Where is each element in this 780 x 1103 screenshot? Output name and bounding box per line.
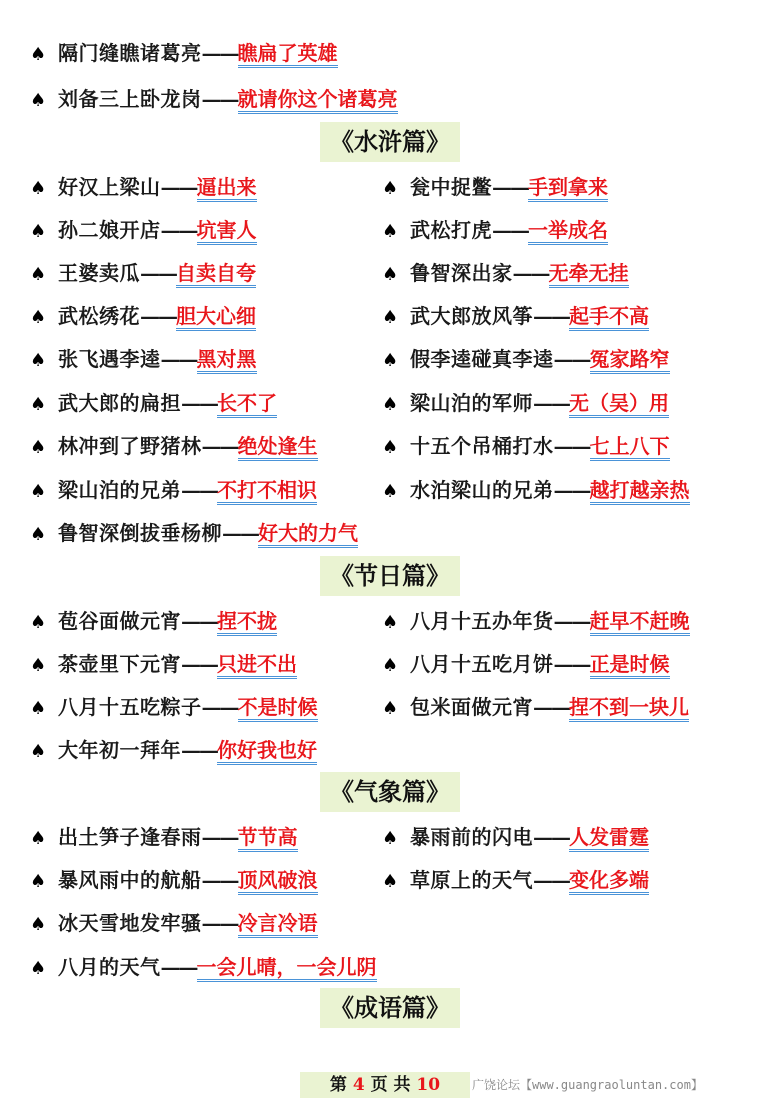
proverb-question: 八月十五吃月饼 [410, 652, 554, 676]
proverb-row [0, 213, 780, 247]
proverb-item [30, 906, 318, 940]
proverb-answer: 逼出来 [197, 175, 257, 202]
proverb-dash: —— [553, 478, 590, 502]
proverb-answer: 顶风破浪 [238, 868, 318, 895]
proverb-dash: —— [533, 695, 569, 719]
proverb-answer: 瞧扁了英雄 [238, 41, 338, 68]
proverb-row [0, 342, 780, 376]
proverb-question: 八月十五吃粽子 [58, 695, 202, 719]
proverb-dash: —— [533, 868, 569, 892]
proverb-dash: —— [553, 347, 590, 371]
proverb-dash: —— [160, 218, 197, 242]
proverb-question: 水泊梁山的兄弟 [410, 478, 554, 502]
proverb-answer: 人发雷霆 [569, 825, 649, 852]
proverb-dash: —— [201, 911, 238, 935]
proverb-dash: —— [222, 521, 258, 545]
proverb-item [382, 604, 690, 638]
proverb-answer: 赶早不赶晚 [590, 609, 690, 636]
proverb-dash: —— [201, 825, 238, 849]
proverb-question: 武大郎放风筝 [410, 304, 533, 328]
section-heading: 《节日篇》 [320, 556, 460, 596]
proverb-dash: —— [201, 434, 238, 458]
proverb-row [0, 299, 780, 333]
proverb-row [0, 82, 780, 116]
spade-icon: ♠ [382, 307, 399, 328]
proverb-row [0, 820, 780, 854]
proverb-item [30, 950, 377, 984]
proverb-answer: 不是时候 [238, 695, 318, 722]
proverb-question: 武松打虎 [410, 218, 492, 242]
proverb-item [382, 170, 608, 204]
proverb-item [30, 516, 358, 550]
proverb-question: 鲁智深出家 [410, 261, 513, 285]
proverb-dash: —— [140, 261, 176, 285]
spade-icon: ♠ [382, 221, 399, 242]
total-page-number: 10 [416, 1075, 441, 1095]
proverb-question: 梁山泊的兄弟 [58, 478, 181, 502]
proverb-item [382, 647, 670, 681]
proverb-dash: —— [181, 609, 217, 633]
proverb-item [30, 733, 317, 767]
spade-icon: ♠ [30, 828, 47, 849]
proverb-answer: 无（吴）用 [569, 391, 669, 418]
proverb-dash: —— [553, 652, 590, 676]
proverb-item [30, 820, 298, 854]
section-heading: 《水浒篇》 [320, 122, 460, 162]
proverb-item [30, 36, 338, 70]
proverb-answer: 一举成名 [528, 218, 608, 245]
proverb-answer: 无牵无挂 [549, 261, 629, 288]
proverb-answer: 胆大心细 [176, 304, 256, 331]
proverb-row [0, 906, 780, 940]
proverb-item [30, 429, 318, 463]
spade-icon: ♠ [382, 178, 399, 199]
proverb-question: 苞谷面做元宵 [58, 609, 181, 633]
spade-icon: ♠ [30, 871, 47, 892]
proverb-item [382, 429, 670, 463]
proverb-question: 茶壶里下元宵 [58, 652, 181, 676]
proverb-dash: —— [160, 955, 197, 979]
spade-icon: ♠ [382, 394, 399, 415]
proverb-question: 假李逵碰真李逵 [410, 347, 554, 371]
footer-di: 第 [329, 1075, 347, 1095]
proverb-dash: —— [201, 695, 238, 719]
proverb-row [0, 386, 780, 420]
spade-icon: ♠ [382, 655, 399, 676]
proverb-dash: —— [181, 391, 217, 415]
proverb-question: 隔门缝瞧诸葛亮 [58, 41, 202, 65]
spade-icon: ♠ [30, 394, 47, 415]
spade-icon: ♠ [382, 828, 399, 849]
proverb-answer: 节节高 [238, 825, 298, 852]
proverb-answer: 越打越亲热 [590, 478, 690, 505]
proverb-item [30, 386, 277, 420]
spade-icon: ♠ [30, 350, 47, 371]
proverb-question: 鲁智深倒拔垂杨柳 [58, 521, 222, 545]
proverb-item [30, 647, 297, 681]
proverb-question: 张飞遇李逵 [58, 347, 161, 371]
proverb-row [0, 733, 780, 767]
proverb-dash: —— [553, 609, 590, 633]
proverb-row [0, 170, 780, 204]
proverb-row [0, 516, 780, 550]
proverb-row [0, 473, 780, 507]
spade-icon: ♠ [382, 437, 399, 458]
proverb-question: 武松绣花 [58, 304, 140, 328]
spade-icon: ♠ [30, 264, 47, 285]
page-footer [300, 1072, 470, 1098]
proverb-answer: 冤家路窄 [590, 347, 670, 374]
proverb-dash: —— [201, 868, 238, 892]
proverb-item [30, 213, 257, 247]
proverb-answer: 绝处逢生 [238, 434, 318, 461]
proverb-dash: —— [533, 304, 569, 328]
proverb-question: 草原上的天气 [410, 868, 533, 892]
proverb-dash: —— [492, 218, 528, 242]
proverb-answer: 捏不拢 [217, 609, 277, 636]
spade-icon: ♠ [30, 698, 47, 719]
proverb-item [30, 82, 398, 116]
proverb-dash: —— [181, 478, 217, 502]
proverb-answer: 变化多端 [569, 868, 649, 895]
proverb-question: 大年初一拜年 [58, 738, 181, 762]
proverb-item [382, 342, 670, 376]
proverb-question: 武大郎的扁担 [58, 391, 181, 415]
proverb-answer: 手到拿来 [528, 175, 608, 202]
proverb-answer: 好大的力气 [258, 521, 358, 548]
proverb-question: 梁山泊的军师 [410, 391, 533, 415]
proverb-dash: —— [512, 261, 549, 285]
proverb-item [30, 473, 317, 507]
proverb-row [0, 36, 780, 70]
current-page-number: 4 [352, 1075, 365, 1095]
proverb-question: 十五个吊桶打水 [410, 434, 554, 458]
proverb-item [382, 690, 689, 724]
spade-icon: ♠ [382, 612, 399, 633]
spade-icon: ♠ [30, 44, 47, 65]
proverb-item [382, 863, 649, 897]
spade-icon: ♠ [30, 914, 47, 935]
spade-icon: ♠ [30, 221, 47, 242]
proverb-dash: —— [140, 304, 176, 328]
proverb-answer: 起手不高 [569, 304, 649, 331]
spade-icon: ♠ [382, 871, 399, 892]
proverb-question: 八月十五办年货 [410, 609, 554, 633]
proverb-question: 林冲到了野猪林 [58, 434, 202, 458]
footer-ye-gong: 页 共 [370, 1075, 411, 1095]
proverb-row [0, 256, 780, 290]
proverb-dash: —— [201, 41, 238, 65]
proverb-answer: 不打不相识 [217, 478, 317, 505]
proverb-item [382, 256, 629, 290]
proverb-question: 王婆卖瓜 [58, 261, 140, 285]
proverb-row [0, 690, 780, 724]
proverb-question: 包米面做元宵 [410, 695, 533, 719]
proverb-item [30, 604, 277, 638]
proverb-question: 出土笋子逢春雨 [58, 825, 202, 849]
spade-icon: ♠ [30, 178, 47, 199]
proverb-answer: 长不了 [217, 391, 277, 418]
proverb-dash: —— [181, 738, 217, 762]
watermark-text: 广饶论坛【www.guangraoluntan.com】 [472, 1078, 703, 1092]
proverb-dash: —— [533, 391, 569, 415]
proverb-item [382, 473, 690, 507]
proverb-item [30, 256, 256, 290]
spade-icon: ♠ [30, 481, 47, 502]
proverb-question: 暴雨前的闪电 [410, 825, 533, 849]
proverb-answer: 正是时候 [590, 652, 670, 679]
spade-icon: ♠ [382, 264, 399, 285]
proverb-row [0, 604, 780, 638]
proverb-dash: —— [533, 825, 569, 849]
proverb-answer: 坑害人 [197, 218, 257, 245]
proverb-item [30, 170, 257, 204]
proverb-dash: —— [492, 175, 528, 199]
proverb-item [30, 299, 256, 333]
proverb-row [0, 647, 780, 681]
proverb-dash: —— [201, 87, 238, 111]
proverb-dash: —— [160, 347, 197, 371]
spade-icon: ♠ [382, 698, 399, 719]
proverb-row [0, 863, 780, 897]
proverb-question: 冰天雪地发牢骚 [58, 911, 202, 935]
spade-icon: ♠ [382, 350, 399, 371]
proverb-question: 刘备三上卧龙岗 [58, 87, 202, 111]
proverb-question: 好汉上梁山 [58, 175, 161, 199]
proverb-item [382, 386, 669, 420]
proverb-answer: 只进不出 [217, 652, 297, 679]
proverb-item [30, 342, 257, 376]
spade-icon: ♠ [30, 307, 47, 328]
section-heading: 《气象篇》 [320, 772, 460, 812]
spade-icon: ♠ [30, 90, 47, 111]
spade-icon: ♠ [30, 741, 47, 762]
proverb-item [382, 299, 649, 333]
proverb-answer: 就请你这个诸葛亮 [238, 87, 398, 114]
proverb-dash: —— [553, 434, 590, 458]
spade-icon: ♠ [382, 481, 399, 502]
proverb-item [382, 820, 649, 854]
proverb-answer: 捏不到一块儿 [569, 695, 689, 722]
proverb-item [30, 863, 318, 897]
proverb-item [382, 213, 608, 247]
spade-icon: ♠ [30, 958, 47, 979]
proverb-question: 孙二娘开店 [58, 218, 161, 242]
proverb-question: 瓮中捉鳖 [410, 175, 492, 199]
spade-icon: ♠ [30, 524, 47, 545]
proverb-answer: 你好我也好 [217, 738, 317, 765]
spade-icon: ♠ [30, 612, 47, 633]
proverb-question: 暴风雨中的航船 [58, 868, 202, 892]
spade-icon: ♠ [30, 655, 47, 676]
proverb-row [0, 950, 780, 984]
spade-icon: ♠ [30, 437, 47, 458]
proverb-answer: 自卖自夸 [176, 261, 256, 288]
proverb-answer: 冷言冷语 [238, 911, 318, 938]
proverb-row [0, 429, 780, 463]
proverb-answer: 七上八下 [590, 434, 670, 461]
section-heading: 《成语篇》 [320, 988, 460, 1028]
proverb-dash: —— [181, 652, 217, 676]
proverb-question: 八月的天气 [58, 955, 161, 979]
proverb-dash: —— [160, 175, 197, 199]
proverb-answer: 黑对黑 [197, 347, 257, 374]
proverb-item [30, 690, 318, 724]
proverb-answer: 一会儿晴，一会儿阴 [197, 955, 377, 982]
